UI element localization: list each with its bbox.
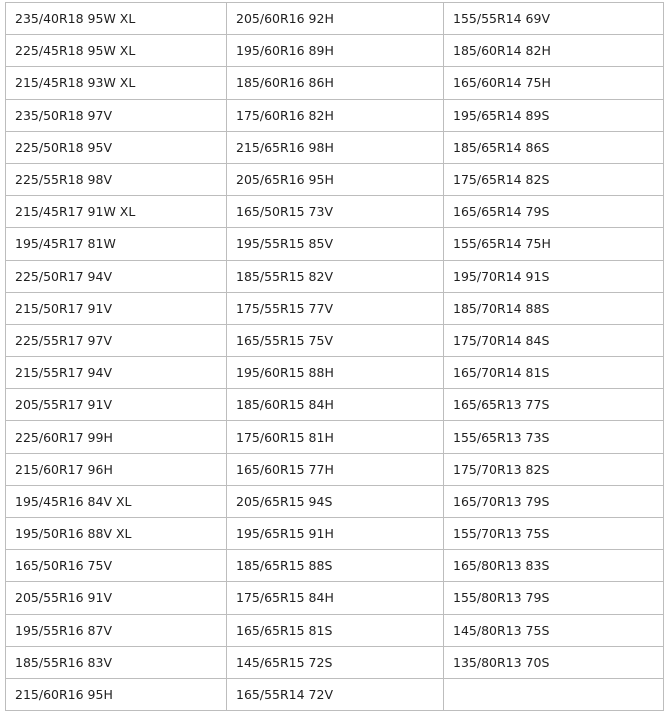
tire-size-cell: 205/60R16 92H (227, 3, 444, 35)
tire-size-cell: 175/55R15 77V (227, 292, 444, 324)
tire-size-cell: 175/70R13 82S (444, 453, 664, 485)
tire-size-cell: 165/80R13 83S (444, 550, 664, 582)
tire-size-cell: 195/65R14 89S (444, 99, 664, 131)
tire-size-cell: 205/55R16 91V (6, 582, 227, 614)
tire-size-cell: 195/60R16 89H (227, 35, 444, 67)
tire-size-cell: 195/70R14 91S (444, 260, 664, 292)
tire-size-cell: 215/45R18 93W XL (6, 67, 227, 99)
table-row (6, 582, 664, 614)
tire-size-cell: 225/55R17 97V (6, 324, 227, 356)
tire-size-cell: 175/60R15 81H (227, 421, 444, 453)
tire-size-cell: 155/80R13 79S (444, 582, 664, 614)
tire-size-cell: 165/50R16 75V (6, 550, 227, 582)
tire-size-cell: 185/60R14 82H (444, 35, 664, 67)
table-row (6, 550, 664, 582)
table-row (6, 678, 664, 710)
tire-size-cell: 195/45R16 84V XL (6, 485, 227, 517)
table-row (6, 196, 664, 228)
tire-size-cell: 195/55R16 87V (6, 614, 227, 646)
tire-size-cell: 155/65R14 75H (444, 228, 664, 260)
tire-size-cell (444, 678, 664, 710)
tire-size-cell: 185/70R14 88S (444, 292, 664, 324)
tire-size-cell: 165/70R14 81S (444, 357, 664, 389)
tire-size-table-body (6, 3, 664, 711)
tire-size-cell: 155/55R14 69V (444, 3, 664, 35)
table-row (6, 163, 664, 195)
tire-size-cell: 165/55R15 75V (227, 324, 444, 356)
table-row (6, 389, 664, 421)
tire-size-cell: 195/50R16 88V XL (6, 518, 227, 550)
tire-size-cell: 165/70R13 79S (444, 485, 664, 517)
tire-size-cell: 195/45R17 81W (6, 228, 227, 260)
tire-size-cell: 185/55R15 82V (227, 260, 444, 292)
tire-size-cell: 185/60R15 84H (227, 389, 444, 421)
tire-size-cell: 185/65R14 86S (444, 131, 664, 163)
tire-size-cell: 225/55R18 98V (6, 163, 227, 195)
table-row (6, 131, 664, 163)
table-row (6, 518, 664, 550)
tire-size-cell: 175/65R15 84H (227, 582, 444, 614)
table-row (6, 421, 664, 453)
table-row (6, 99, 664, 131)
table-row (6, 3, 664, 35)
tire-size-cell: 215/50R17 91V (6, 292, 227, 324)
tire-size-cell: 195/55R15 85V (227, 228, 444, 260)
table-row (6, 67, 664, 99)
table-row (6, 228, 664, 260)
tire-size-cell: 225/50R17 94V (6, 260, 227, 292)
tire-size-cell: 195/65R15 91H (227, 518, 444, 550)
tire-size-cell: 165/65R15 81S (227, 614, 444, 646)
table-row (6, 292, 664, 324)
tire-size-cell: 165/50R15 73V (227, 196, 444, 228)
tire-size-cell: 225/60R17 99H (6, 421, 227, 453)
tire-size-cell: 165/60R15 77H (227, 453, 444, 485)
tire-size-cell: 165/60R14 75H (444, 67, 664, 99)
tire-size-cell: 175/65R14 82S (444, 163, 664, 195)
table-row (6, 357, 664, 389)
tire-size-cell: 145/65R15 72S (227, 646, 444, 678)
table-row (6, 260, 664, 292)
tire-size-cell: 185/60R16 86H (227, 67, 444, 99)
tire-size-table (5, 2, 664, 711)
tire-size-cell: 165/65R13 77S (444, 389, 664, 421)
tire-size-cell: 175/60R16 82H (227, 99, 444, 131)
tire-size-cell: 215/65R16 98H (227, 131, 444, 163)
tire-size-cell: 225/50R18 95V (6, 131, 227, 163)
tire-size-cell: 195/60R15 88H (227, 357, 444, 389)
table-row (6, 485, 664, 517)
table-row (6, 614, 664, 646)
tire-size-cell: 155/70R13 75S (444, 518, 664, 550)
tire-size-cell: 215/55R17 94V (6, 357, 227, 389)
tire-size-cell: 205/55R17 91V (6, 389, 227, 421)
tire-size-cell: 165/55R14 72V (227, 678, 444, 710)
tire-size-cell: 145/80R13 75S (444, 614, 664, 646)
tire-size-cell: 155/65R13 73S (444, 421, 664, 453)
tire-size-cell: 135/80R13 70S (444, 646, 664, 678)
table-row (6, 324, 664, 356)
tire-size-cell: 165/65R14 79S (444, 196, 664, 228)
tire-size-cell: 235/40R18 95W XL (6, 3, 227, 35)
tire-size-cell: 225/45R18 95W XL (6, 35, 227, 67)
tire-size-cell: 175/70R14 84S (444, 324, 664, 356)
table-row (6, 453, 664, 485)
tire-size-cell: 205/65R15 94S (227, 485, 444, 517)
tire-size-cell: 185/65R15 88S (227, 550, 444, 582)
tire-size-cell: 185/55R16 83V (6, 646, 227, 678)
table-row (6, 35, 664, 67)
tire-size-cell: 205/65R16 95H (227, 163, 444, 195)
tire-size-cell: 215/60R17 96H (6, 453, 227, 485)
tire-size-cell: 215/45R17 91W XL (6, 196, 227, 228)
table-row (6, 646, 664, 678)
tire-size-cell: 235/50R18 97V (6, 99, 227, 131)
tire-size-cell: 215/60R16 95H (6, 678, 227, 710)
